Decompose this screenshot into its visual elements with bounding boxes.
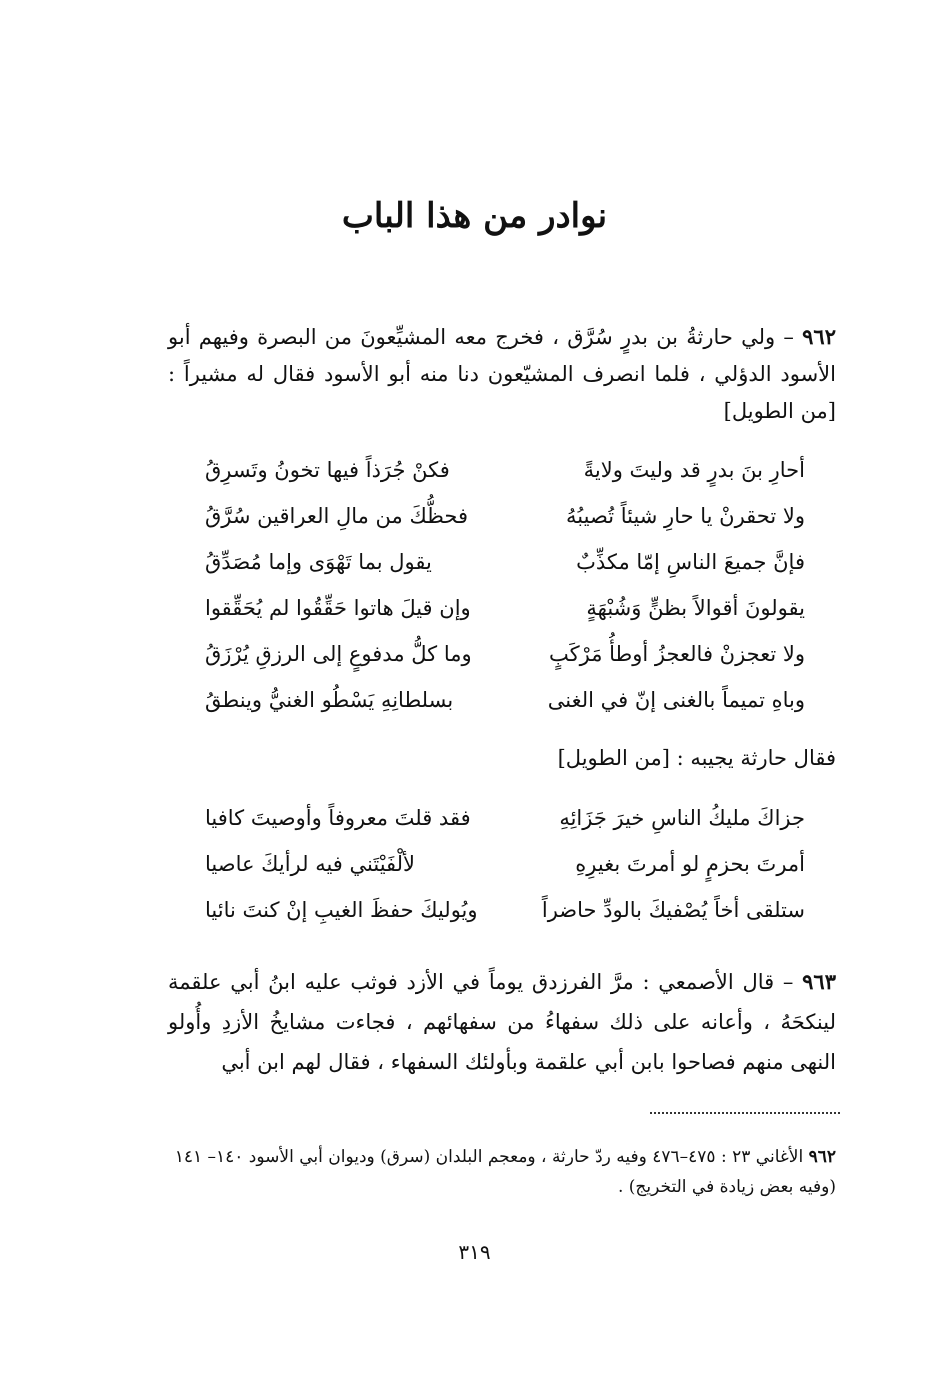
- entry-962: [168, 318, 836, 430]
- verse-line: [205, 458, 805, 504]
- verse-second-hemistich: ويُوليكَ حفظَ الغيبِ إنْ كنتَ نائيا: [205, 898, 478, 922]
- verse-line: [205, 504, 805, 550]
- poem-2: [205, 806, 805, 944]
- footnote: [168, 1142, 836, 1202]
- verse-second-hemistich: فكنْ جُرَذاً فيها تخونُ وتَسرِقُ: [205, 458, 450, 482]
- verse-line: [205, 898, 805, 944]
- verse-line: [205, 596, 805, 642]
- entry-963: [168, 962, 836, 1082]
- verse-first-hemistich: أمرتَ بحزمٍ لو أمرتَ بغيرِهِ: [575, 852, 805, 876]
- verse-second-hemistich: فحظُّكَ من مالِ العراقين سُرَّقُ: [205, 504, 468, 528]
- verse-first-hemistich: ستلقى أخاً يُصْفيكَ بالودِّ حاضراً: [541, 898, 805, 922]
- verse-second-hemistich: وإن قيلَ هاتوا حَقِّقُوا لم يُحَقِّقوا: [205, 596, 471, 620]
- section-title: نوادر من هذا الباب: [341, 196, 608, 236]
- entry-text: – قال الأصمعي : مرَّ الفرزدق يوماً في الأزد فوثب عليه ابنُ أبي علقمة لينكحَهُ ، وأعانه على ذلك سفهاءُ من سفهائهم ، فجاءت مشايخُ الأزدِ وأُولو النهى منهم فصاحوا بابن أبي علقمة وبأولئك السفهاء ، فقال لهم ابن أبي: [168, 970, 836, 1074]
- verse-first-hemistich: ولا تعجزنْ فالعجزُ أوطأُ مَرْكَبٍ: [548, 642, 805, 666]
- verse-first-hemistich: جزاكَ مليكُ الناسِ خيرَ جَزَائِهِ: [559, 806, 805, 830]
- footnote-number: ٩٦٢: [808, 1147, 836, 1167]
- verse-first-hemistich: يقولونَ أقوالاً بظنٍّ وَشُبْهَةٍ: [586, 596, 805, 620]
- verse-line: [205, 806, 805, 852]
- poem-1: [205, 458, 805, 734]
- verse-second-hemistich: يقول بما تَهْوَى وإما مُصَدِّقُ: [205, 550, 432, 574]
- verse-second-hemistich: فقد قلتَ معروفاً وأوصيتَ كافيا: [205, 806, 471, 830]
- verse-first-hemistich: ولا تحقرنْ يا حارِ شيئاً تُصيبُهُ: [566, 504, 805, 528]
- entry-text: – ولي حارثةُ بن بدرٍ سُرَّق ، فخرج معه المشيِّعونَ من البصرة وفيهم أبو الأسود الدؤلي ، فلما انصرف المشيّعون دنا منه أبو الأسود فقال له مشيراً : [من الطويل]: [168, 325, 836, 423]
- verse-first-hemistich: فإنَّ جميعَ الناسِ إمّا مكذِّبٌ: [576, 550, 805, 574]
- verse-second-hemistich: بسلطانِهِ يَسْطُو الغنيُّ وينطقُ: [205, 688, 454, 712]
- page-number: ٣١٩: [458, 1240, 491, 1264]
- poem-2-intro: فقال حارثة يجيبه : [من الطويل]: [557, 746, 836, 770]
- verse-line: [205, 852, 805, 898]
- verse-line: [205, 550, 805, 596]
- verse-second-hemistich: وما كلُّ مدفوعٍ إلى الرزقِ يُرْزَقُ: [205, 642, 472, 666]
- footnote-divider: [650, 1112, 840, 1114]
- entry-number: ٩٦٢: [802, 324, 836, 349]
- footnote-text: الأغاني ٢٣ : ٤٧٥–٤٧٦ وفيه ردّ حارثة ، ومعجم البلدان (سرق) وديوان أبي الأسود ١٤٠– ١٤١ (وفيه بعض زيادة في التخريج) .: [174, 1147, 836, 1197]
- entry-number: ٩٦٣: [802, 969, 836, 994]
- verse-second-hemistich: لألْفَيْتَني فيه لرأيكَ عاصيا: [205, 852, 416, 876]
- verse-line: [205, 642, 805, 688]
- verse-first-hemistich: أحارِ بنَ بدرٍ قد وليتَ ولايةً: [583, 458, 805, 482]
- verse-first-hemistich: وباهِ تميماً بالغنى إنّ في الغنى: [547, 688, 805, 712]
- verse-line: [205, 688, 805, 734]
